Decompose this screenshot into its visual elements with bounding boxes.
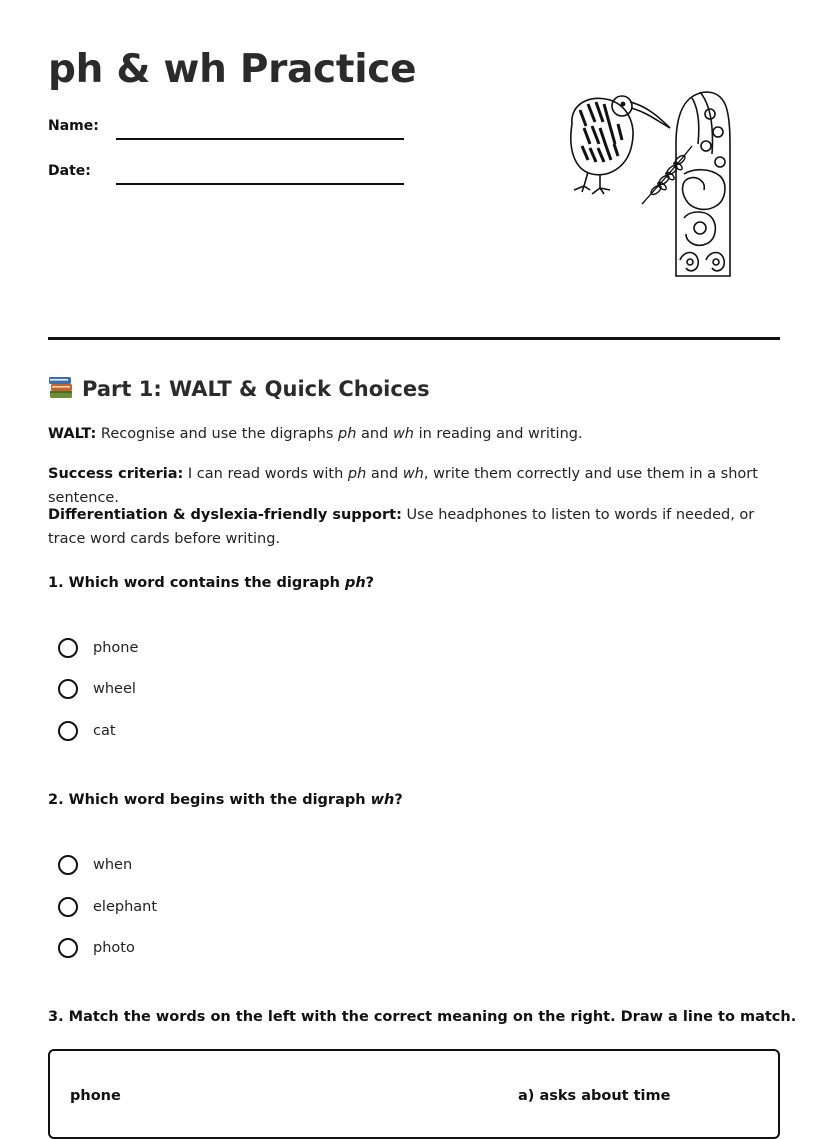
name-label: Name: [48, 118, 99, 134]
option-label: phone [93, 640, 139, 656]
radio-button[interactable] [58, 679, 78, 699]
kiwi-and-pou-illustration [560, 84, 740, 284]
walt-text-2: and [356, 426, 393, 442]
walt-label: WALT: [48, 426, 97, 442]
question-1-option-phone[interactable] [58, 636, 138, 660]
support-paragraph [48, 503, 788, 551]
matching-box [48, 1049, 780, 1139]
option-label: cat [93, 723, 116, 739]
support-label: Differentiation & dyslexia-friendly support: [48, 507, 402, 523]
section-title-text: Part 1: WALT & Quick Choices [82, 377, 430, 401]
question-2-text: 2. Which word begins with the digraph [48, 792, 371, 808]
success-criteria-label: Success criteria: [48, 466, 184, 482]
question-2-option-when[interactable] [58, 853, 132, 877]
question-1-end: ? [365, 575, 375, 591]
question-1-option-cat[interactable] [58, 719, 116, 743]
question-2-digraph: wh [370, 792, 395, 808]
section-divider [48, 337, 780, 340]
question-1-option-wheel[interactable] [58, 677, 136, 701]
question-1-text: 1. Which word contains the digraph [48, 575, 345, 591]
question-1-digraph: ph [344, 575, 366, 591]
option-label: elephant [93, 899, 158, 915]
books-icon [48, 376, 74, 400]
success-digraph-ph: ph [347, 466, 367, 482]
radio-button[interactable] [58, 855, 78, 875]
success-text-1: I can read words with [183, 466, 348, 482]
match-left-item[interactable]: phone [70, 1088, 121, 1104]
question-3-prompt: 3. Match the words on the left with the correct meaning on the right. Draw a line to match. [48, 1009, 797, 1025]
date-field[interactable] [116, 183, 404, 185]
question-2-option-photo[interactable] [58, 936, 135, 960]
walt-paragraph [48, 422, 788, 446]
question-2-prompt [48, 789, 403, 811]
success-digraph-wh: wh [402, 466, 424, 482]
radio-button[interactable] [58, 721, 78, 741]
success-text-2: and [366, 466, 403, 482]
date-label: Date: [48, 163, 91, 179]
name-field[interactable] [116, 138, 404, 140]
success-text-3: , write them correctly and use them in a short sentence. [48, 466, 758, 506]
question-2-end: ? [394, 792, 403, 808]
kiwi-bird-icon [571, 96, 670, 194]
section-title [48, 373, 430, 405]
radio-button[interactable] [58, 897, 78, 917]
walt-text-3: in reading and writing. [414, 426, 583, 442]
carved-pou-icon [676, 92, 730, 276]
support-text: Use headphones to listen to words if needed, or trace word cards before writing. [48, 507, 755, 547]
walt-digraph-wh: wh [392, 426, 414, 442]
option-label: photo [93, 940, 135, 956]
match-right-item[interactable]: a) asks about time [518, 1088, 671, 1104]
walt-digraph-ph: ph [338, 426, 357, 442]
question-2-option-elephant[interactable] [58, 895, 157, 919]
question-1-prompt [48, 572, 374, 594]
radio-button[interactable] [58, 638, 78, 658]
walt-text-1: Recognise and use the digraphs [96, 426, 339, 442]
option-label: when [93, 857, 133, 873]
option-label: wheel [93, 681, 136, 697]
radio-button[interactable] [58, 938, 78, 958]
worksheet-title: ph & wh Practice [48, 47, 417, 92]
